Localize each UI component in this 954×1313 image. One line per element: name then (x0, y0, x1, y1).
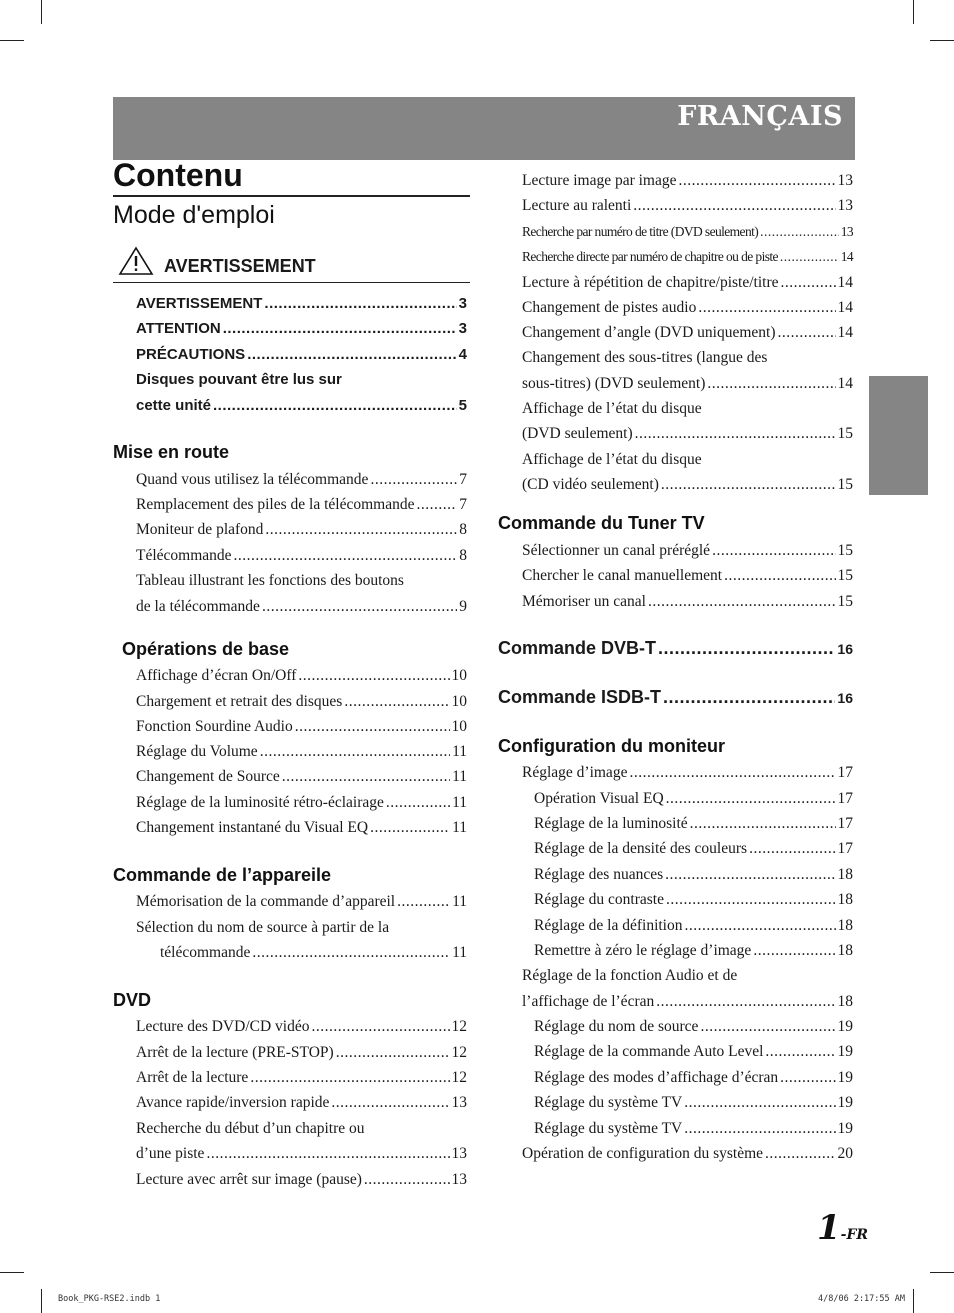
toc-entry-title: de la télécommande (136, 598, 260, 615)
toc-entry-page: 12 (451, 1018, 467, 1035)
toc-entry[interactable] (136, 1170, 467, 1190)
crop-mark (41, 1289, 42, 1313)
toc-entry-page: 14 (837, 324, 853, 341)
toc-entry-title: Recherche directe par numéro de chapitre ou de piste (522, 249, 778, 264)
dot-leader (661, 475, 836, 495)
dot-leader (765, 1144, 835, 1164)
toc-entry-page: 10 (451, 718, 467, 735)
toc-entry-page: 3 (458, 295, 467, 312)
toc-entry[interactable] (534, 1017, 853, 1037)
toc-entry[interactable] (534, 814, 853, 834)
section-heading: DVD (113, 990, 152, 1010)
dot-leader (684, 1119, 835, 1139)
crop-mark (913, 0, 914, 24)
dot-leader (397, 892, 450, 912)
dot-leader (749, 839, 835, 859)
language-banner (113, 97, 855, 160)
toc-entry-title: Réglage de la densité des couleurs (534, 840, 748, 857)
toc-entry[interactable] (136, 345, 467, 365)
toc-entry-page: 10 (451, 667, 467, 684)
dot-leader (629, 763, 835, 783)
toc-entry-title: Réglage du système TV (534, 1094, 683, 1111)
dot-leader (364, 1170, 450, 1190)
toc-entry-title: Quand vous utilisez la télécommande (136, 471, 369, 488)
dot-leader (780, 1068, 835, 1088)
toc-entry-title: Lecture des DVD/CD vidéo (136, 1018, 310, 1035)
toc-entry[interactable] (136, 396, 467, 416)
toc-entry-page: 14 (837, 274, 853, 291)
toc-entry[interactable] (522, 992, 853, 1012)
dot-leader (765, 1042, 835, 1062)
toc-entry-page: 11 (452, 819, 467, 836)
toc-entry[interactable] (522, 222, 853, 242)
toc-entry[interactable] (136, 294, 467, 314)
toc-entry-first-line: Recherche du début d’un chapitre ou (136, 1120, 365, 1137)
toc-entry[interactable] (522, 323, 853, 343)
toc-entry-page: 16 (837, 641, 853, 657)
toc-entry-title: Changement de Source (136, 768, 280, 785)
toc-entry-title: Opération de configuration du système (522, 1145, 764, 1162)
toc-entry[interactable] (136, 818, 467, 838)
toc-entry-page: 14 (840, 249, 853, 264)
toc-entry-page: 8 (459, 547, 467, 564)
dot-leader (685, 916, 836, 936)
toc-entry-page: 5 (458, 397, 467, 414)
toc-entry[interactable] (136, 742, 467, 762)
toc-entry-title: Réglage de la définition (534, 917, 683, 934)
footer-timestamp: 4/8/06 2:17:55 AM (818, 1294, 905, 1304)
crop-mark (0, 40, 24, 41)
toc-entry-title: Affichage d’écran On/Off (136, 667, 297, 684)
toc-entry-page: 18 (837, 891, 853, 908)
dot-leader (416, 495, 457, 515)
toc-entry[interactable] (136, 717, 467, 737)
toc-entry-title: Réglage de la luminosité rétro-éclairage (136, 794, 384, 811)
toc-entry[interactable] (534, 839, 853, 859)
toc-entry-page: 11 (452, 944, 467, 961)
toc-major-entry[interactable] (498, 638, 853, 659)
toc-entry-page: 13 (451, 1094, 467, 1111)
toc-entry[interactable] (522, 196, 853, 216)
warning-section-header (113, 246, 470, 283)
toc-entry[interactable] (522, 273, 853, 293)
toc-entry[interactable] (534, 865, 853, 885)
toc-entry-page: 18 (837, 942, 853, 959)
toc-entry-page: 16 (837, 690, 853, 706)
page-number (817, 1208, 868, 1248)
dot-leader (260, 742, 450, 762)
toc-entry-page: 17 (837, 764, 853, 781)
toc-entry-page: 15 (837, 425, 853, 442)
toc-entry-title: PRÉCAUTIONS (136, 346, 246, 363)
toc-entry[interactable] (522, 247, 853, 267)
toc-entry-page: 11 (452, 893, 467, 910)
toc-entry-page: 19 (837, 1094, 853, 1111)
dot-leader (252, 943, 450, 963)
dot-leader (370, 470, 457, 490)
dot-leader (234, 546, 458, 566)
contents-rule (113, 195, 470, 197)
dot-leader (656, 992, 835, 1012)
toc-entry[interactable] (534, 789, 853, 809)
toc-entry[interactable] (136, 666, 467, 686)
toc-entry-page: 7 (459, 496, 467, 513)
toc-entry-title: sous-titres) (DVD seulement) (522, 375, 706, 392)
dot-leader (250, 1068, 449, 1088)
dot-leader (262, 597, 457, 617)
toc-entry[interactable] (136, 1093, 467, 1113)
mode-heading: Mode d'emploi (113, 201, 275, 229)
toc-entry-page: 13 (837, 172, 853, 189)
toc-entry[interactable] (136, 597, 467, 617)
toc-entry-page: 17 (837, 815, 853, 832)
dot-leader (753, 941, 835, 961)
dot-leader (648, 592, 836, 612)
section-heading: Opérations de base (122, 639, 290, 659)
toc-entry[interactable] (534, 1042, 853, 1062)
toc-entry-title: Opération Visual EQ (534, 790, 664, 807)
toc-entry[interactable] (534, 941, 853, 961)
toc-entry[interactable] (522, 763, 853, 783)
dot-leader (282, 767, 450, 787)
toc-entry-page: 17 (837, 840, 853, 857)
toc-entry-page: 12 (451, 1069, 467, 1086)
dot-leader (265, 520, 457, 540)
toc-entry-title: ATTENTION (136, 320, 221, 337)
toc-entry-title: Réglage du nom de source (534, 1018, 699, 1035)
dot-leader (780, 247, 839, 267)
contents-heading: Contenu (113, 157, 243, 193)
toc-entry-title: (DVD seulement) (522, 425, 633, 442)
dot-leader (633, 196, 835, 216)
language-title: FRANÇAIS (677, 101, 843, 132)
toc-entry-title: Moniteur de plafond (136, 521, 264, 538)
dot-leader (690, 814, 836, 834)
dot-leader (247, 345, 456, 365)
toc-entry-page: 15 (837, 476, 853, 493)
page-number-value: 1 (817, 1208, 841, 1248)
toc-entry-title: Mémorisation de la commande d’appareil (136, 893, 396, 910)
dot-leader (295, 717, 450, 737)
toc-entry-title: Chargement et retrait des disques (136, 693, 343, 710)
toc-entry-title: Télécommande (136, 547, 232, 564)
toc-entry-page: 14 (837, 375, 853, 392)
toc-entry-page: 18 (837, 866, 853, 883)
toc-entry-title: Réglage d’image (522, 764, 628, 781)
dot-leader (781, 273, 836, 293)
section-heading: Commande du Tuner TV (498, 513, 705, 533)
toc-entry-first-line: Changement des sous-titres (langue des (522, 349, 768, 366)
dot-leader (684, 1093, 835, 1113)
warning-triangle-icon (118, 246, 154, 281)
toc-entry-title: Changement d’angle (DVD uniquement) (522, 324, 776, 341)
toc-entry-page: 13 (451, 1171, 467, 1188)
toc-entry-title: Changement instantané du Visual EQ (136, 819, 369, 836)
toc-entry-title: Commande DVB-T (498, 638, 657, 658)
toc-entry[interactable] (522, 424, 853, 444)
toc-entry-title: Recherche par numéro de titre (DVD seulement) (522, 224, 759, 239)
toc-entry-title: Réglage du contraste (534, 891, 664, 908)
toc-entry[interactable] (534, 890, 853, 910)
toc-entry-title: Changement de pistes audio (522, 299, 697, 316)
toc-entry-page: 19 (837, 1069, 853, 1086)
dot-leader (778, 323, 836, 343)
toc-entry[interactable] (522, 541, 853, 561)
side-language-tab (869, 376, 928, 495)
toc-entry-title: Réglage du Volume (136, 743, 258, 760)
toc-entry-title: Arrêt de la lecture (136, 1069, 249, 1086)
toc-entry-title: Remplacement des piles de la télécommande (136, 496, 415, 513)
toc-entry-title: Fonction Sourdine Audio (136, 718, 293, 735)
crop-mark (930, 40, 954, 41)
toc-entry[interactable] (522, 298, 853, 318)
toc-entry-title: Réglage de la commande Auto Level (534, 1043, 764, 1060)
toc-entry-title: Réglage des nuances (534, 866, 664, 883)
section-heading: Commande de l’appareile (113, 865, 332, 885)
toc-entry-page: 10 (451, 693, 467, 710)
dot-leader (663, 687, 835, 707)
toc-entry[interactable] (136, 470, 467, 490)
toc-entry[interactable] (136, 546, 467, 566)
toc-entry-page: 15 (837, 593, 853, 610)
toc-entry-page: 19 (837, 1018, 853, 1035)
dot-leader (724, 566, 835, 586)
toc-entry-title: Réglage du système TV (534, 1120, 683, 1137)
toc-entry-title: Lecture à répétition de chapitre/piste/titre (522, 274, 779, 291)
toc-entry-title: télécommande (160, 944, 251, 961)
dot-leader (666, 789, 836, 809)
toc-entry-page: 9 (459, 598, 467, 615)
toc-entry[interactable] (522, 592, 853, 612)
toc-entry-title: Lecture avec arrêt sur image (pause) (136, 1171, 362, 1188)
dot-leader (635, 424, 836, 444)
crop-mark (930, 1272, 954, 1273)
dot-leader (370, 818, 450, 838)
toc-entry[interactable] (534, 1119, 853, 1139)
toc-entry-title: Réglage des modes d’affichage d’écran (534, 1069, 779, 1086)
toc-entry-title: Avance rapide/inversion rapide (136, 1094, 330, 1111)
toc-entry-title: Réglage de la luminosité (534, 815, 688, 832)
toc-entry-first-line: Affichage de l’état du disque (522, 400, 702, 417)
toc-entry[interactable] (136, 1043, 467, 1063)
section-heading: Mise en route (113, 442, 230, 462)
toc-entry[interactable] (136, 793, 467, 813)
page-number-suffix: -FR (840, 1227, 869, 1243)
toc-entry[interactable] (136, 520, 467, 540)
dot-leader (213, 396, 457, 416)
crop-mark (0, 1272, 24, 1273)
section-heading: Configuration du moniteur (498, 736, 725, 756)
toc-entry-page: 7 (459, 471, 467, 488)
dot-leader (698, 298, 835, 318)
toc-entry-title: Lecture au ralenti (522, 197, 632, 214)
toc-entry-page: 15 (837, 567, 853, 584)
toc-entry-page: 15 (837, 542, 853, 559)
toc-entry-title: cette unité (136, 397, 212, 414)
toc-entry-page: 13 (451, 1145, 467, 1162)
toc-entry[interactable] (160, 943, 467, 963)
dot-leader (707, 374, 835, 394)
dot-leader (679, 171, 836, 191)
dot-leader (666, 890, 836, 910)
toc-entry[interactable] (522, 566, 853, 586)
toc-entry-page: 14 (837, 299, 853, 316)
toc-entry[interactable] (136, 692, 467, 712)
footer-file-slug: Book_PKG-RSE2.indb 1 (58, 1294, 161, 1304)
toc-entry[interactable] (136, 495, 467, 515)
toc-entry[interactable] (522, 171, 853, 191)
toc-entry-page: 13 (837, 197, 853, 214)
dot-leader (311, 1017, 449, 1037)
dot-leader (665, 865, 835, 885)
dot-leader (386, 793, 450, 813)
toc-entry-first-line: Disques pouvant être lus sur (136, 371, 342, 388)
toc-entry-title: d’une piste (136, 1145, 205, 1162)
toc-entry-page: 12 (451, 1044, 467, 1061)
dot-leader (336, 1043, 450, 1063)
toc-entry-page: 19 (837, 1043, 853, 1060)
toc-entry-page: 13 (840, 224, 853, 239)
warning-section-title: AVERTISSEMENT (164, 256, 316, 276)
toc-entry-title: (CD vidéo seulement) (522, 476, 659, 493)
toc-entry-page: 20 (837, 1145, 853, 1162)
toc-entry[interactable] (522, 475, 853, 495)
toc-entry-title: AVERTISSEMENT (136, 295, 263, 312)
toc-entry-page: 3 (458, 320, 467, 337)
toc-entry-title: Chercher le canal manuellement (522, 567, 723, 584)
dot-leader (700, 1017, 835, 1037)
toc-entry-page: 11 (452, 768, 467, 785)
toc-entry-page: 11 (452, 794, 467, 811)
toc-entry[interactable] (136, 892, 467, 912)
crop-mark (913, 1289, 914, 1313)
toc-entry-title: Remettre à zéro le réglage d’image (534, 942, 752, 959)
toc-entry[interactable] (534, 1093, 853, 1113)
dot-leader (331, 1093, 449, 1113)
toc-entry-page: 11 (452, 743, 467, 760)
toc-entry[interactable] (522, 374, 853, 394)
toc-entry-page: 18 (837, 917, 853, 934)
dot-leader (760, 222, 839, 242)
dot-leader (206, 1144, 449, 1164)
dot-leader (344, 692, 449, 712)
toc-entry[interactable] (534, 1068, 853, 1088)
toc-entry-page: 17 (837, 790, 853, 807)
toc-entry-first-line: Sélection du nom de source à partir de la (136, 919, 390, 936)
toc-entry[interactable] (136, 319, 467, 339)
toc-entry-page: 18 (837, 993, 853, 1010)
toc-entry-title: Lecture image par image (522, 172, 677, 189)
toc-entry[interactable] (136, 1017, 467, 1037)
dot-leader (298, 666, 449, 686)
toc-entry[interactable] (534, 916, 853, 936)
toc-major-entry[interactable] (498, 687, 853, 708)
toc-entry-title: Arrêt de la lecture (PRE-STOP) (136, 1044, 334, 1061)
crop-mark (41, 0, 42, 24)
dot-leader (223, 319, 457, 339)
toc-entry-title: Mémoriser un canal (522, 593, 646, 610)
toc-entry-first-line: Réglage de la fonction Audio et de (522, 967, 738, 984)
dot-leader (712, 541, 835, 561)
dot-leader (264, 294, 456, 314)
toc-entry[interactable] (136, 1144, 467, 1164)
toc-entry-first-line: Affichage de l’état du disque (522, 451, 702, 468)
toc-entry-page: 4 (458, 346, 467, 363)
toc-entry[interactable] (522, 1144, 853, 1164)
toc-entry-title: Sélectionner un canal préréglé (522, 542, 711, 559)
toc-entry[interactable] (136, 1068, 467, 1088)
toc-entry-title: l’affichage de l’écran (522, 993, 655, 1010)
toc-entry-page: 19 (837, 1120, 853, 1137)
toc-entry-page: 8 (459, 521, 467, 538)
toc-entry-first-line: Tableau illustrant les fonctions des boutons (136, 572, 404, 589)
toc-entry[interactable] (136, 767, 467, 787)
toc-entry-title: Commande ISDB-T (498, 687, 662, 707)
dot-leader (658, 638, 835, 658)
